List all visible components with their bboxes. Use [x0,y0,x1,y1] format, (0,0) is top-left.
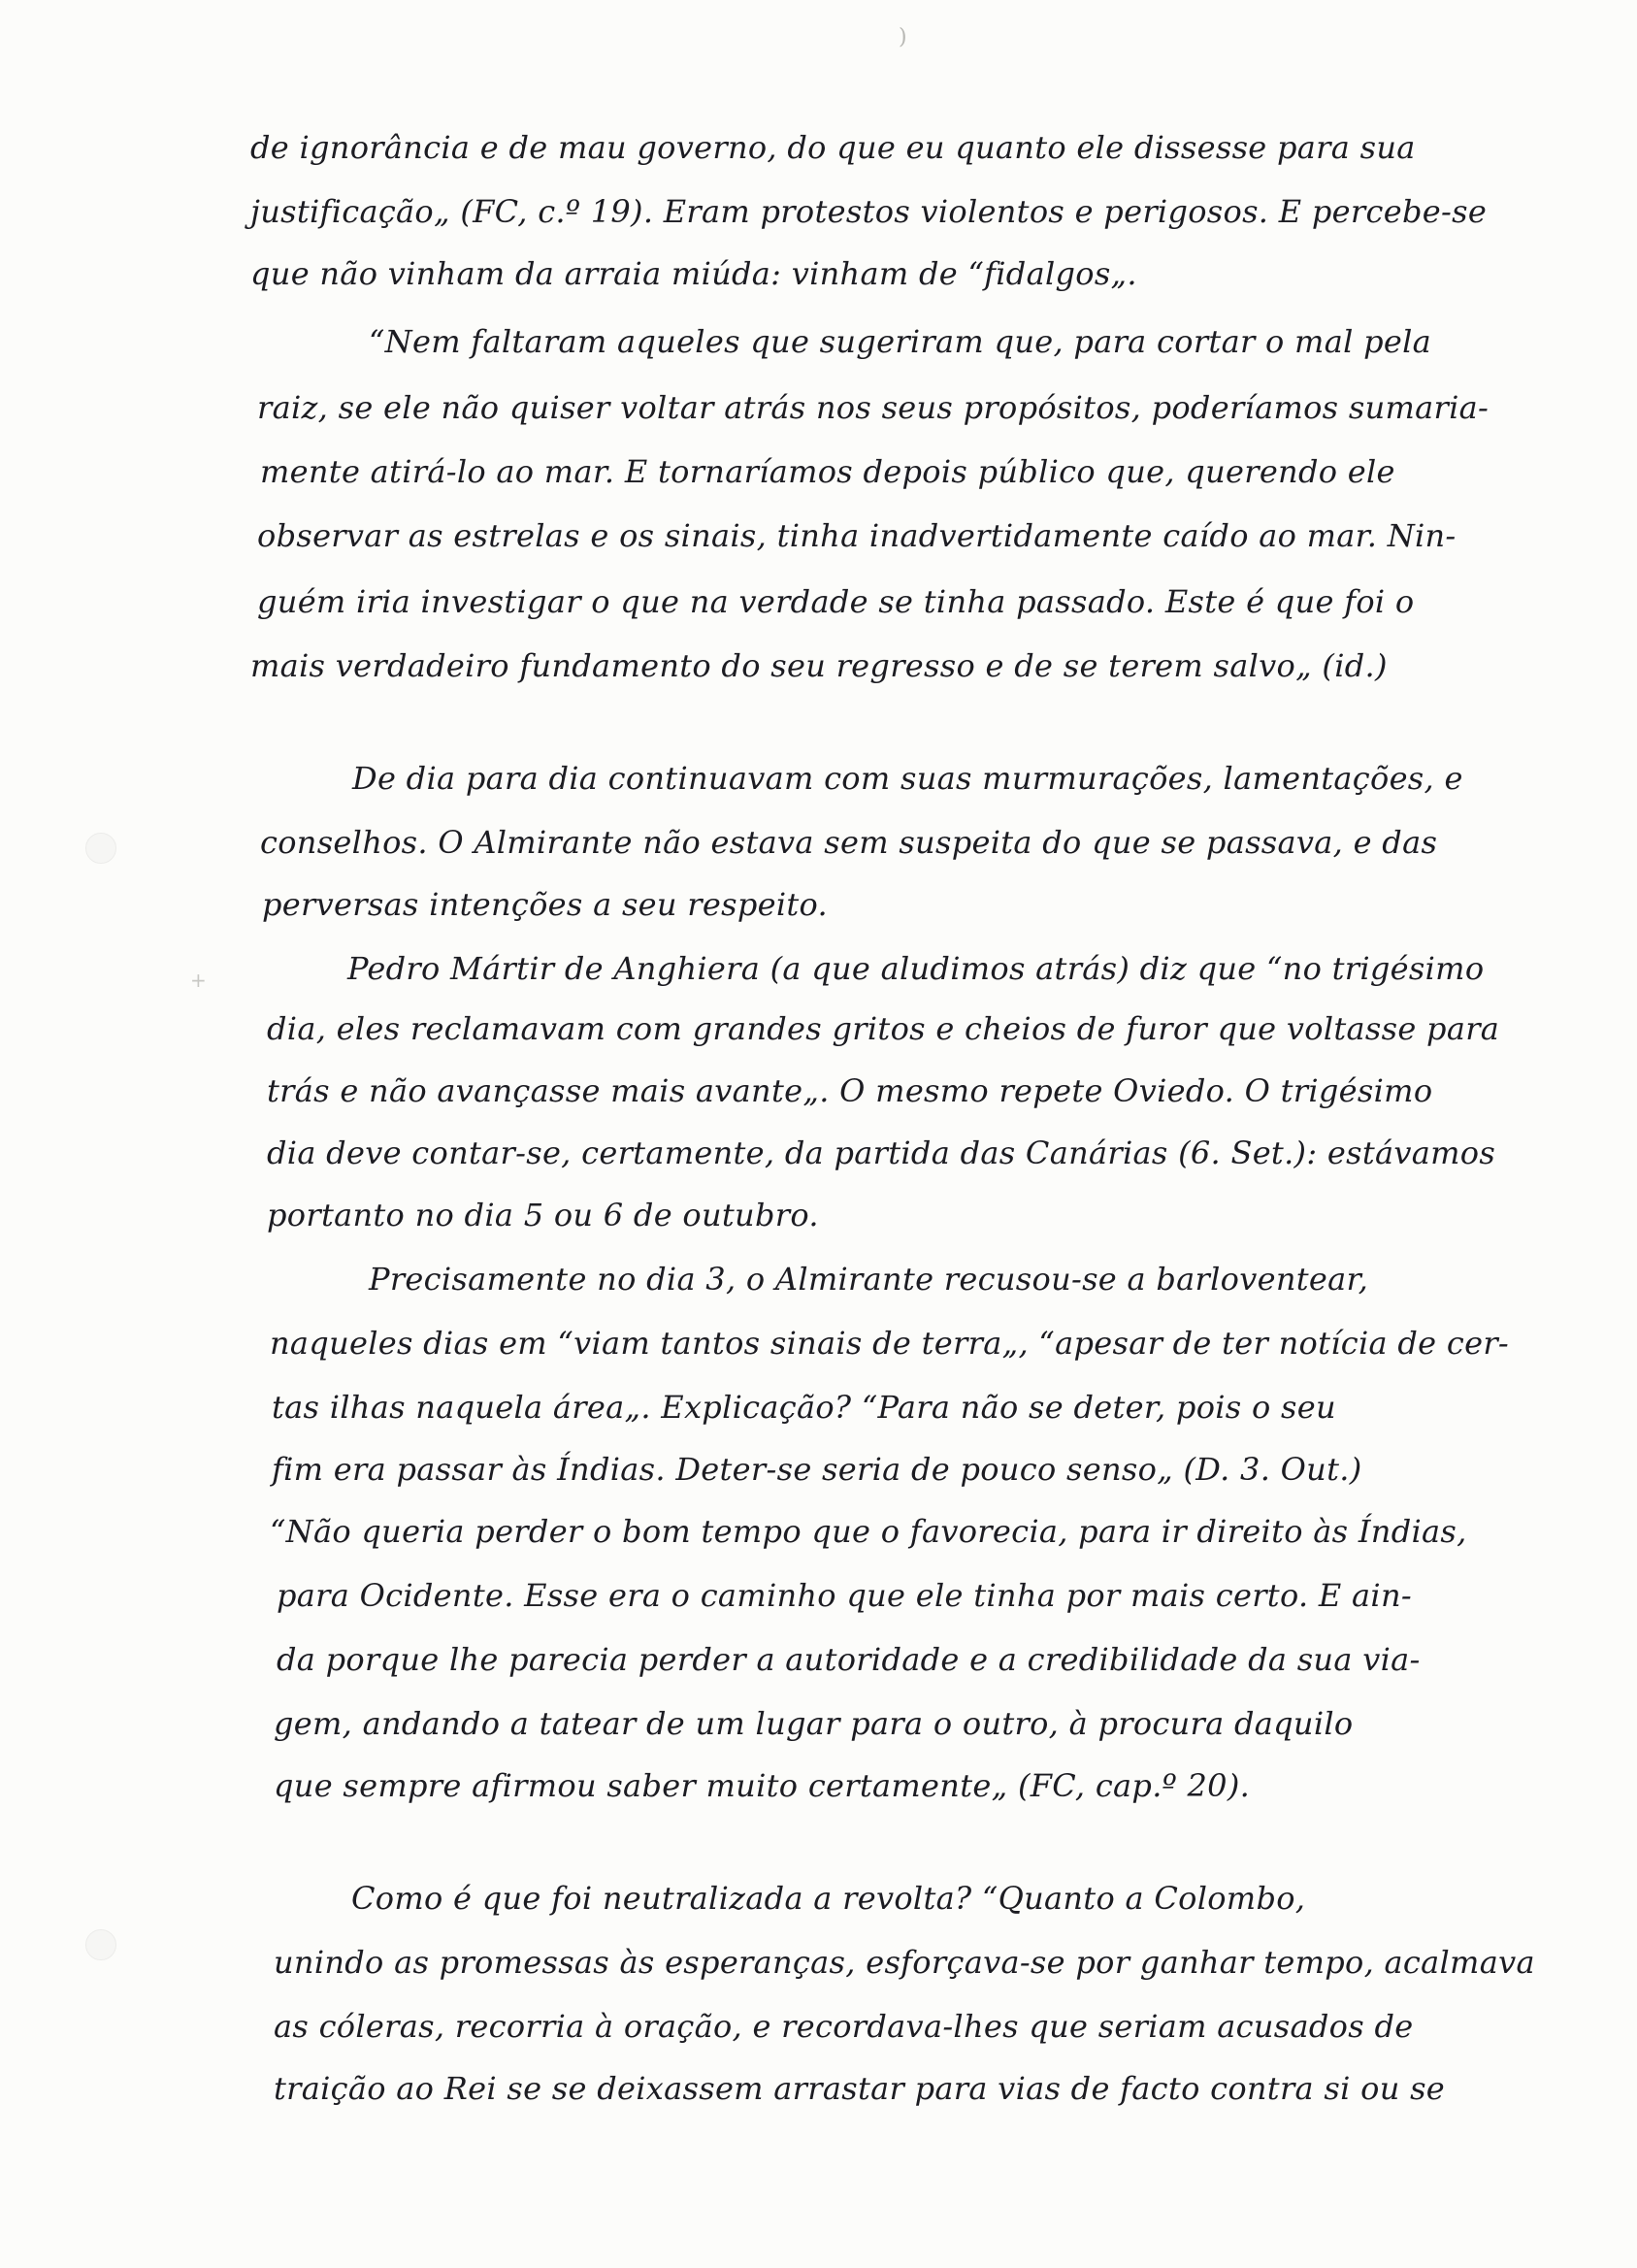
text-line: da porque lhe parecia perder a autoridade e a credibilidade da sua via- [277,1641,1421,1678]
text-line: Como é que foi neutralizada a revolta? “Quanto a Colombo, [351,1880,1306,1917]
text-line: mente atirá-lo ao mar. E tornaríamos depois público que, querendo ele [260,453,1395,490]
text-line: guém iria investigar o que na verdade se tinha passado. Este é que foi o [257,583,1415,620]
text-line: Pedro Mártir de Anghiera (a que aludimos atrás) diz que “no trigésimo [347,950,1485,987]
text-line: gem, andando a tatear de um lugar para o outro, à procura daquilo [274,1705,1354,1742]
margin-dot: + [190,969,207,992]
text-line: de ignorância e de mau governo, do que eu quanto ele dissesse para sua [250,129,1416,166]
text-line: “Não queria perder o bom tempo que o favorecia, para ir direito às Índias, [270,1513,1467,1550]
binder-hole [85,833,116,864]
text-line: unindo as promessas às esperanças, esforçava-se por ganhar tempo, acalmava [274,1944,1535,1981]
text-line: traição ao Rei se se deixassem arrastar para vias de facto contra si ou se [274,2070,1446,2107]
text-line: para Ocidente. Esse era o caminho que ele tinha por mais certo. E ain- [277,1577,1412,1614]
text-line: mais verdadeiro fundamento do seu regresso e de se terem salvo„ (id.) [250,647,1388,684]
corner-mark: ) [899,25,907,49]
binder-hole [85,1929,116,1960]
text-line: tas ilhas naquela área„. Explicação? “Para não se deter, pois o seu [272,1389,1336,1426]
text-line: trás e não avançasse mais avante„. O mesmo repete Oviedo. O trigésimo [267,1072,1433,1109]
text-line: observar as estrelas e os sinais, tinha inadvertidamente caído ao mar. Nin- [257,517,1457,554]
text-line: fim era passar às Índias. Deter-se seria de pouco senso„ (D. 3. Out.) [272,1451,1362,1488]
text-line: perversas intenções a seu respeito. [262,886,829,923]
text-line: justificação„ (FC, c.º 19). Eram protestos violentos e perigosos. E percebe-se [250,193,1488,230]
text-line: que sempre afirmou saber muito certamente„ (FC, cap.º 20). [274,1767,1251,1804]
text-line: as cóleras, recorria à oração, e recordava-lhes que seriam acusados de [274,2008,1414,2045]
text-line: Precisamente no dia 3, o Almirante recusou-se a barloventear, [369,1261,1369,1298]
text-line: que não vinham da arraia miúda: vinham de “fidalgos„. [250,255,1137,292]
text-line: raiz, se ele não quiser voltar atrás nos seus propósitos, poderíamos sumaria- [257,389,1490,426]
text-line: dia, eles reclamavam com grandes gritos e cheios de furor que voltasse para [267,1010,1500,1047]
text-line: conselhos. O Almirante não estava sem suspeita do que se passava, e das [260,824,1438,861]
text-line: De dia para dia continuavam com suas murmurações, lamentações, e [352,760,1463,797]
text-line: dia deve contar-se, certamente, da partida das Canárias (6. Set.): estávamos [267,1134,1496,1171]
text-line: “Nem faltaram aqueles que sugeriram que, para cortar o mal pela [369,323,1432,360]
text-line: portanto no dia 5 ou 6 de outubro. [267,1197,819,1233]
text-line: naqueles dias em “viam tantos sinais de terra„, “apesar de ter notícia de cer- [270,1325,1510,1362]
